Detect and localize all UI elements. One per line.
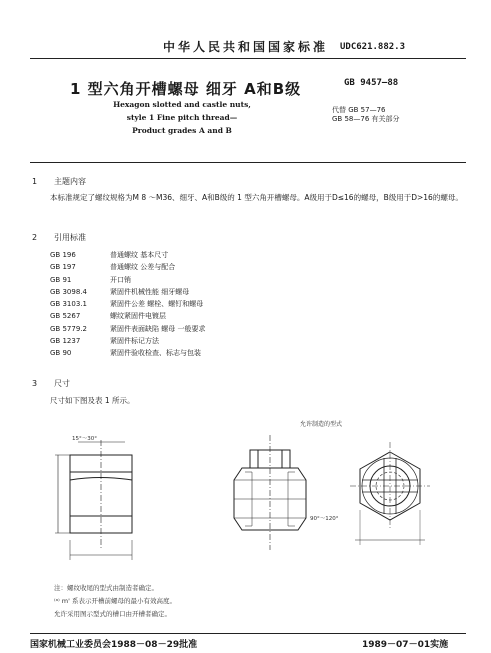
ref-name: 紧固件验收检查、标志与包装 — [110, 349, 201, 358]
section-2-heading — [32, 232, 86, 243]
title-rule — [30, 162, 466, 163]
reference-item — [50, 261, 205, 273]
reference-item — [50, 298, 205, 310]
ref-name: 紧固件公差 螺栓、螺钉和螺母 — [110, 300, 204, 309]
reference-item — [50, 323, 205, 335]
ref-name: 开口销 — [110, 275, 131, 284]
english-title-line-1: Hexagon slotted and castle nuts, — [113, 100, 251, 109]
dim-label-a: 15°～30° — [72, 436, 97, 442]
side-view — [55, 440, 132, 560]
reference-item — [50, 249, 205, 261]
ref-name: 普通螺纹 公差与配合 — [110, 263, 176, 272]
gb-number: GB 9457—88 — [344, 78, 399, 88]
reference-item — [50, 310, 205, 322]
reference-item — [50, 347, 205, 359]
replaces-line-2: GB 58—76 有关部分 — [332, 115, 400, 123]
ref-code: GB 90 — [50, 349, 72, 358]
reference-item — [50, 335, 205, 347]
ref-code: GB 3098.4 — [50, 287, 87, 296]
dim-label-b: 90°～120° — [310, 516, 339, 522]
section-number: 2 — [32, 233, 38, 242]
ref-name: 紧固件标记方法 — [110, 337, 159, 346]
section-number: 1 — [32, 177, 38, 186]
figure-top-note: 允许制造的型式 — [300, 421, 343, 428]
ref-name: 螺纹紧固件电镀层 — [110, 312, 166, 321]
english-title-line-2: style 1 Fine pitch thread— — [126, 113, 238, 122]
approval-info: 国家机械工业委员会1988－08－29批准 — [30, 640, 198, 650]
note-line: 注：螺纹收尾的型式由制造者确定。 — [54, 584, 158, 592]
section-title: 主题内容 — [54, 177, 86, 186]
replaces-line-1: 代替 GB 57—76 — [332, 106, 386, 114]
section-3-heading — [32, 378, 70, 389]
figure-notes — [54, 582, 176, 621]
reference-item — [50, 274, 205, 286]
ref-code: GB 5779.2 — [50, 324, 87, 333]
effective-date: 1989－07－01实施 — [362, 640, 449, 650]
standard-title: 1 型六角开槽螺母 细牙 A和B级 — [70, 80, 302, 98]
ref-code: GB 196 — [50, 251, 76, 259]
section-1-heading — [32, 176, 86, 187]
ref-code: GB 91 — [50, 275, 72, 284]
footer-rule — [30, 633, 466, 634]
top-view — [350, 442, 430, 545]
section-1-text: 本标准规定了螺纹规格为M 8 ～M36、细牙、A和B级的 1 型六角开槽螺母。A级用于D≤16的螺母，B级用于D>16的螺母。 — [50, 193, 463, 202]
section-title: 尺寸 — [54, 379, 70, 388]
section-3-text: 尺寸如下图及表 1 所示。 — [50, 396, 135, 405]
section-title: 引用标准 — [54, 233, 86, 242]
ref-name: 紧固件表面缺陷 螺母 一般要求 — [110, 324, 206, 333]
reference-list — [50, 249, 205, 360]
ref-code: GB 5267 — [50, 312, 81, 321]
header-rule — [30, 58, 466, 59]
section-number: 3 — [32, 379, 38, 388]
ref-code: GB 1237 — [50, 337, 81, 346]
ref-name: 紧固件机械性能 细牙螺母 — [110, 287, 190, 296]
ref-code: GB 197 — [50, 263, 76, 272]
ref-code: GB 3103.1 — [50, 300, 87, 309]
nut-technical-drawing — [0, 410, 491, 580]
national-standard-heading: 中华人民共和国国家标准 — [162, 40, 328, 54]
english-title-line-3: Product grades A and B — [132, 126, 232, 135]
replaces-note — [332, 106, 400, 124]
reference-item — [50, 286, 205, 298]
ref-name: 普通螺纹 基本尺寸 — [110, 251, 169, 259]
note-line: ⁽ᵃ⁾ m' 系表示开槽前螺母的最小有效高度。 — [54, 597, 176, 605]
note-line: 允许采用图示型式的槽口由开槽者确定。 — [54, 610, 171, 618]
udc-code: UDC621.882.3 — [340, 42, 406, 52]
section-view — [234, 435, 306, 550]
